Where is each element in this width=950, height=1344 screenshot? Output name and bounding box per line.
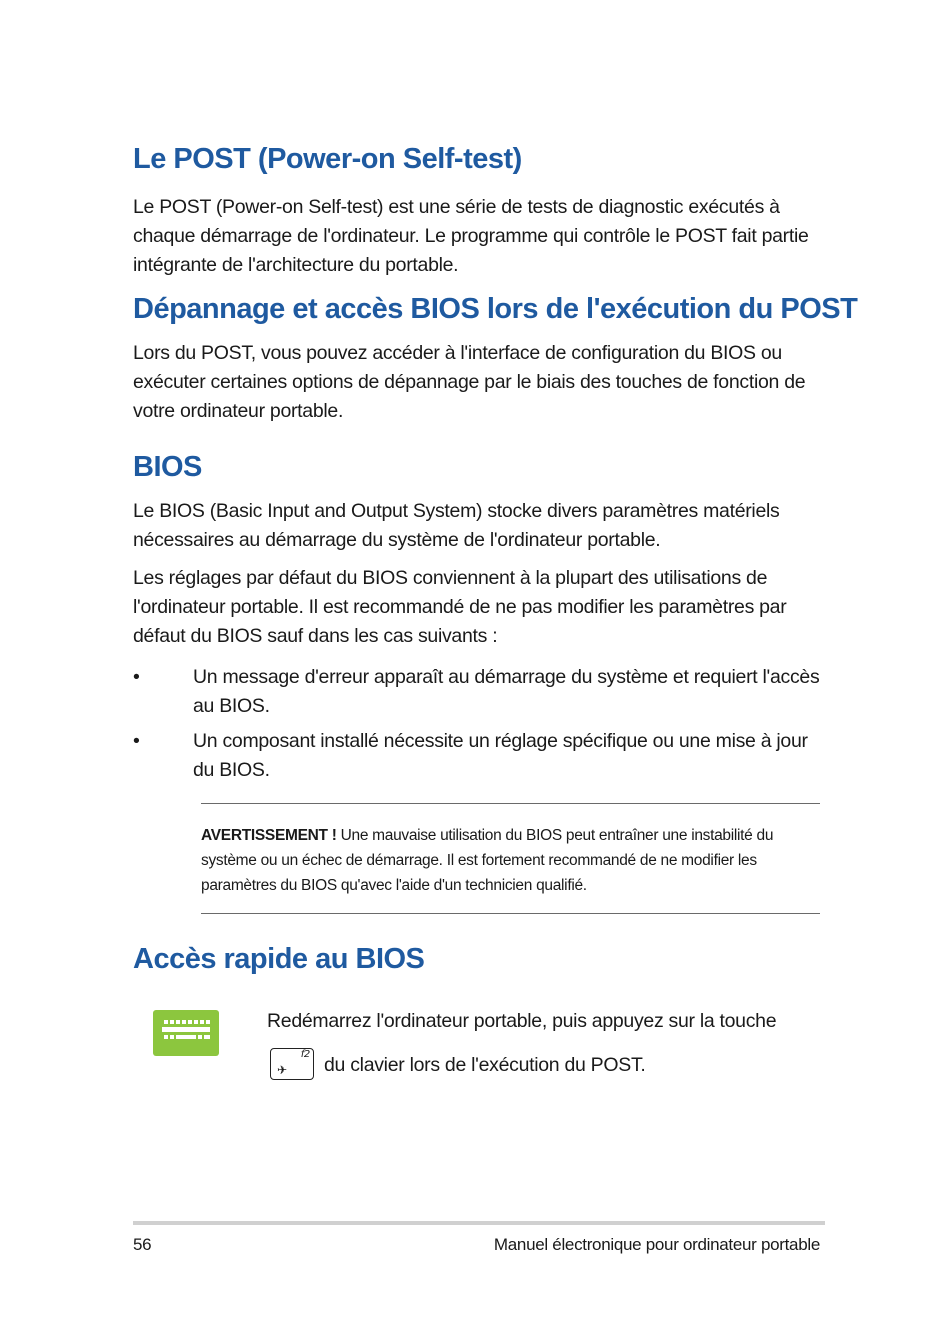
bullet-dot: • bbox=[133, 730, 140, 752]
footer-title: Manuel électronique pour ordinateur portable bbox=[493, 1235, 820, 1254]
bullet-text: Un message d'erreur apparaît au démarrage du système et requiert l'accès au BIOS. bbox=[193, 666, 820, 717]
warning-label: AVERTISSEMENT ! bbox=[201, 827, 337, 844]
heading-troubleshoot: Dépannage et accès BIOS lors de l'exécution du POST bbox=[133, 293, 858, 325]
f2-key-icon bbox=[270, 1048, 314, 1080]
bullet-item bbox=[133, 663, 823, 723]
paragraph-troubleshoot: Lors du POST, vous pouvez accéder à l'interface de configuration du BIOS ou exécuter certaines options de dépannage par le biais des touches de fonction de votre ordinateur portable. bbox=[133, 342, 806, 422]
quick-access-line1: Redémarrez l'ordinateur portable, puis appuyez sur la touche bbox=[267, 1010, 777, 1032]
bullet-dot: • bbox=[133, 666, 140, 688]
f2-key-label: f2 bbox=[300, 1049, 310, 1060]
paragraph-bios-2: Les réglages par défaut du BIOS conviennent à la plupart des utilisations de l'ordinateur portable. Il est recommandé de ne pas modifier les paramètres par défaut du BIOS sauf dans les cas suivants : bbox=[133, 567, 787, 647]
airplane-icon: ✈ bbox=[277, 1063, 287, 1077]
paragraph-bios-1: Le BIOS (Basic Input and Output System) stocke divers paramètres matériels nécessaires au démarrage du système de l'ordinateur portable. bbox=[133, 500, 780, 551]
bullet-item bbox=[133, 727, 823, 787]
keyboard-icon bbox=[153, 1010, 219, 1056]
footer-rule bbox=[133, 1221, 825, 1225]
warning-text: Une mauvaise utilisation du BIOS peut entraîner une instabilité du système ou un échec de démarrage. Il est fortement recommandé de ne modifier les paramètres du BIOS qu'avec l'aide d'un technicien qualifié. bbox=[201, 827, 774, 894]
quick-access-line2-text: du clavier lors de l'exécution du POST. bbox=[324, 1054, 646, 1076]
page-number: 56 bbox=[133, 1235, 152, 1254]
warning-box bbox=[201, 823, 826, 898]
heading-quick-access: Accès rapide au BIOS bbox=[133, 943, 425, 975]
paragraph-post: Le POST (Power-on Self-test) est une série de tests de diagnostic exécutés à chaque démarrage de l'ordinateur. Le programme qui contrôle le POST fait partie intégrante de l'architecture du portable. bbox=[133, 196, 809, 276]
bullet-text: Un composant installé nécessite un réglage spécifique ou une mise à jour du BIOS. bbox=[193, 730, 808, 781]
warning-top-rule bbox=[201, 803, 820, 804]
heading-post: Le POST (Power-on Self-test) bbox=[133, 143, 522, 175]
warning-bottom-rule bbox=[201, 913, 820, 914]
heading-bios: BIOS bbox=[133, 451, 202, 483]
